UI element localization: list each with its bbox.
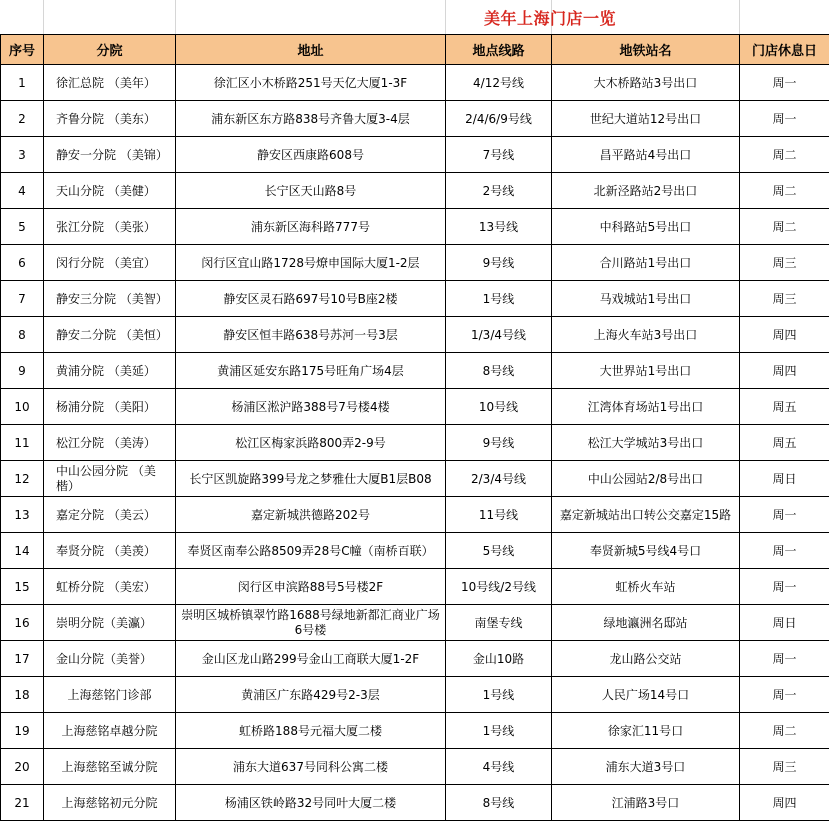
cell-address: 徐汇区小木桥路251号天亿大厦1-3F <box>176 65 446 101</box>
table-row <box>1 749 829 785</box>
cell-station: 中山公园站2/8号出口 <box>552 461 740 497</box>
cell-index: 9 <box>1 353 44 389</box>
table-row <box>1 677 829 713</box>
cell-route: 4号线 <box>446 749 552 785</box>
cell-branch: 上海慈铭至诚分院 <box>44 749 176 785</box>
cell-rest-day: 周三 <box>740 281 829 317</box>
cell-index: 16 <box>1 605 44 641</box>
cell-branch: 杨浦分院 （美阳） <box>44 389 176 425</box>
cell-rest-day: 周四 <box>740 353 829 389</box>
cell-address: 静安区西康路608号 <box>176 137 446 173</box>
cell-rest-day: 周四 <box>740 317 829 353</box>
cell-index: 18 <box>1 677 44 713</box>
header-station: 地铁站名 <box>552 35 740 65</box>
cell-index: 19 <box>1 713 44 749</box>
cell-branch: 天山分院 （美健） <box>44 173 176 209</box>
title-row <box>0 0 829 34</box>
cell-index: 5 <box>1 209 44 245</box>
table-row <box>1 461 829 497</box>
cell-rest-day: 周二 <box>740 713 829 749</box>
sheet-gridline <box>175 0 176 34</box>
table-row <box>1 281 829 317</box>
cell-rest-day: 周二 <box>740 209 829 245</box>
cell-route: 7号线 <box>446 137 552 173</box>
table-row <box>1 497 829 533</box>
header-index: 序号 <box>1 35 44 65</box>
cell-index: 17 <box>1 641 44 677</box>
cell-index: 10 <box>1 389 44 425</box>
table-row <box>1 173 829 209</box>
cell-branch: 上海慈铭卓越分院 <box>44 713 176 749</box>
cell-branch: 静安三分院 （美智） <box>44 281 176 317</box>
cell-address: 黄浦区延安东路175号旺角广场4层 <box>176 353 446 389</box>
cell-station: 大世界站1号出口 <box>552 353 740 389</box>
cell-rest-day: 周二 <box>740 137 829 173</box>
cell-station: 江湾体育场站1号出口 <box>552 389 740 425</box>
header-route: 地点线路 <box>446 35 552 65</box>
table-row <box>1 353 829 389</box>
table-row <box>1 209 829 245</box>
table-row <box>1 785 829 821</box>
cell-index: 21 <box>1 785 44 821</box>
table-row <box>1 137 829 173</box>
cell-address: 金山区龙山路299号金山工商联大厦1-2F <box>176 641 446 677</box>
cell-route: 11号线 <box>446 497 552 533</box>
cell-rest-day: 周一 <box>740 641 829 677</box>
cell-address: 浦东新区海科路777号 <box>176 209 446 245</box>
cell-rest-day: 周日 <box>740 461 829 497</box>
cell-rest-day: 周二 <box>740 173 829 209</box>
cell-branch: 嘉定分院 （美云） <box>44 497 176 533</box>
cell-route: 2/4/6/9号线 <box>446 101 552 137</box>
table-row <box>1 317 829 353</box>
cell-index: 11 <box>1 425 44 461</box>
cell-rest-day: 周日 <box>740 605 829 641</box>
table-row <box>1 389 829 425</box>
cell-branch: 奉贤分院 （美羡） <box>44 533 176 569</box>
cell-rest-day: 周三 <box>740 749 829 785</box>
cell-address: 长宁区凯旋路399号龙之梦雅仕大厦B1层B08 <box>176 461 446 497</box>
cell-branch: 黄浦分院 （美延） <box>44 353 176 389</box>
cell-address: 浦东大道637号同科公寓二楼 <box>176 749 446 785</box>
cell-station: 昌平路站4号出口 <box>552 137 740 173</box>
cell-branch: 中山公园分院 （美楷） <box>44 461 176 497</box>
cell-rest-day: 周三 <box>740 245 829 281</box>
cell-address: 奉贤区南奉公路8509弄28号C幢（南桥百联） <box>176 533 446 569</box>
cell-route: 4/12号线 <box>446 65 552 101</box>
cell-index: 13 <box>1 497 44 533</box>
cell-station: 嘉定新城站出口转公交嘉定15路 <box>552 497 740 533</box>
cell-branch: 静安二分院 （美恒） <box>44 317 176 353</box>
cell-route: 1号线 <box>446 713 552 749</box>
cell-rest-day: 周一 <box>740 497 829 533</box>
cell-route: 9号线 <box>446 245 552 281</box>
cell-route: 9号线 <box>446 425 552 461</box>
header-address: 地址 <box>176 35 446 65</box>
table-row <box>1 101 829 137</box>
cell-route: 1号线 <box>446 677 552 713</box>
cell-rest-day: 周五 <box>740 425 829 461</box>
cell-rest-day: 周一 <box>740 569 829 605</box>
cell-branch: 张江分院 （美张） <box>44 209 176 245</box>
cell-address: 长宁区天山路8号 <box>176 173 446 209</box>
cell-route: 1/3/4号线 <box>446 317 552 353</box>
cell-station: 合川路站1号出口 <box>552 245 740 281</box>
cell-address: 嘉定新城洪德路202号 <box>176 497 446 533</box>
table-row <box>1 245 829 281</box>
cell-index: 12 <box>1 461 44 497</box>
cell-address: 浦东新区东方路838号齐鲁大厦3-4层 <box>176 101 446 137</box>
cell-branch: 静安一分院 （美锦） <box>44 137 176 173</box>
cell-route: 2/3/4号线 <box>446 461 552 497</box>
cell-branch: 闵行分院 （美宜） <box>44 245 176 281</box>
table-body <box>1 65 829 821</box>
cell-route: 金山10路 <box>446 641 552 677</box>
cell-index: 7 <box>1 281 44 317</box>
cell-station: 马戏城站1号出口 <box>552 281 740 317</box>
table-row <box>1 425 829 461</box>
sheet-gridline <box>739 0 740 34</box>
cell-address: 松江区梅家浜路800弄2-9号 <box>176 425 446 461</box>
cell-station: 徐家汇11号口 <box>552 713 740 749</box>
cell-branch: 崇明分院（美瀛） <box>44 605 176 641</box>
cell-address: 静安区恒丰路638号苏河一号3层 <box>176 317 446 353</box>
cell-index: 14 <box>1 533 44 569</box>
cell-address: 杨浦区淞沪路388号7号楼4楼 <box>176 389 446 425</box>
cell-index: 20 <box>1 749 44 785</box>
cell-station: 龙山路公交站 <box>552 641 740 677</box>
cell-route: 10号线 <box>446 389 552 425</box>
cell-index: 3 <box>1 137 44 173</box>
cell-address: 黄浦区广东路429号2-3层 <box>176 677 446 713</box>
cell-index: 1 <box>1 65 44 101</box>
cell-station: 人民广场14号口 <box>552 677 740 713</box>
cell-index: 2 <box>1 101 44 137</box>
table-row <box>1 713 829 749</box>
cell-index: 6 <box>1 245 44 281</box>
cell-branch: 齐鲁分院 （美东） <box>44 101 176 137</box>
cell-branch: 松江分院 （美涛） <box>44 425 176 461</box>
cell-station: 上海火车站3号出口 <box>552 317 740 353</box>
cell-address: 闵行区宜山路1728号燎申国际大厦1-2层 <box>176 245 446 281</box>
cell-rest-day: 周四 <box>740 785 829 821</box>
cell-route: 10号线/2号线 <box>446 569 552 605</box>
table-row <box>1 533 829 569</box>
cell-route: 2号线 <box>446 173 552 209</box>
cell-index: 15 <box>1 569 44 605</box>
cell-address: 静安区灵石路697号10号B座2楼 <box>176 281 446 317</box>
cell-station: 奉贤新城5号线4号口 <box>552 533 740 569</box>
cell-rest-day: 周一 <box>740 677 829 713</box>
cell-route: 8号线 <box>446 785 552 821</box>
cell-address: 虹桥路188号元福大厦二楼 <box>176 713 446 749</box>
table-row <box>1 641 829 677</box>
table-row <box>1 65 829 101</box>
cell-station: 虹桥火车站 <box>552 569 740 605</box>
cell-branch: 上海慈铭初元分院 <box>44 785 176 821</box>
page-title: 美年上海门店一览 <box>483 9 616 28</box>
cell-index: 4 <box>1 173 44 209</box>
cell-branch: 上海慈铭门诊部 <box>44 677 176 713</box>
cell-index: 8 <box>1 317 44 353</box>
table-row <box>1 605 829 641</box>
cell-address: 闵行区申滨路88号5号楼2F <box>176 569 446 605</box>
cell-route: 5号线 <box>446 533 552 569</box>
cell-branch: 虹桥分院 （美宏） <box>44 569 176 605</box>
header-rest-day: 门店休息日 <box>740 35 829 65</box>
cell-station: 江浦路3号口 <box>552 785 740 821</box>
cell-station: 绿地瀛洲名邸站 <box>552 605 740 641</box>
cell-branch: 金山分院（美誉） <box>44 641 176 677</box>
header-branch: 分院 <box>44 35 176 65</box>
store-table <box>0 34 829 821</box>
table-header-row <box>1 35 829 65</box>
cell-route: 13号线 <box>446 209 552 245</box>
cell-branch: 徐汇总院 （美年） <box>44 65 176 101</box>
table-row <box>1 569 829 605</box>
sheet-gridline <box>43 0 44 34</box>
cell-station: 松江大学城站3号出口 <box>552 425 740 461</box>
cell-route: 8号线 <box>446 353 552 389</box>
cell-route: 1号线 <box>446 281 552 317</box>
cell-rest-day: 周五 <box>740 389 829 425</box>
cell-route: 南堡专线 <box>446 605 552 641</box>
cell-station: 浦东大道3号口 <box>552 749 740 785</box>
cell-address: 崇明区城桥镇翠竹路1688号绿地新都汇商业广场6号楼 <box>176 605 446 641</box>
cell-station: 大木桥路站3号出口 <box>552 65 740 101</box>
cell-station: 世纪大道站12号出口 <box>552 101 740 137</box>
cell-station: 北新泾路站2号出口 <box>552 173 740 209</box>
cell-station: 中科路站5号出口 <box>552 209 740 245</box>
cell-address: 杨浦区铁岭路32号同叶大厦二楼 <box>176 785 446 821</box>
cell-rest-day: 周一 <box>740 101 829 137</box>
cell-rest-day: 周一 <box>740 533 829 569</box>
cell-rest-day: 周一 <box>740 65 829 101</box>
